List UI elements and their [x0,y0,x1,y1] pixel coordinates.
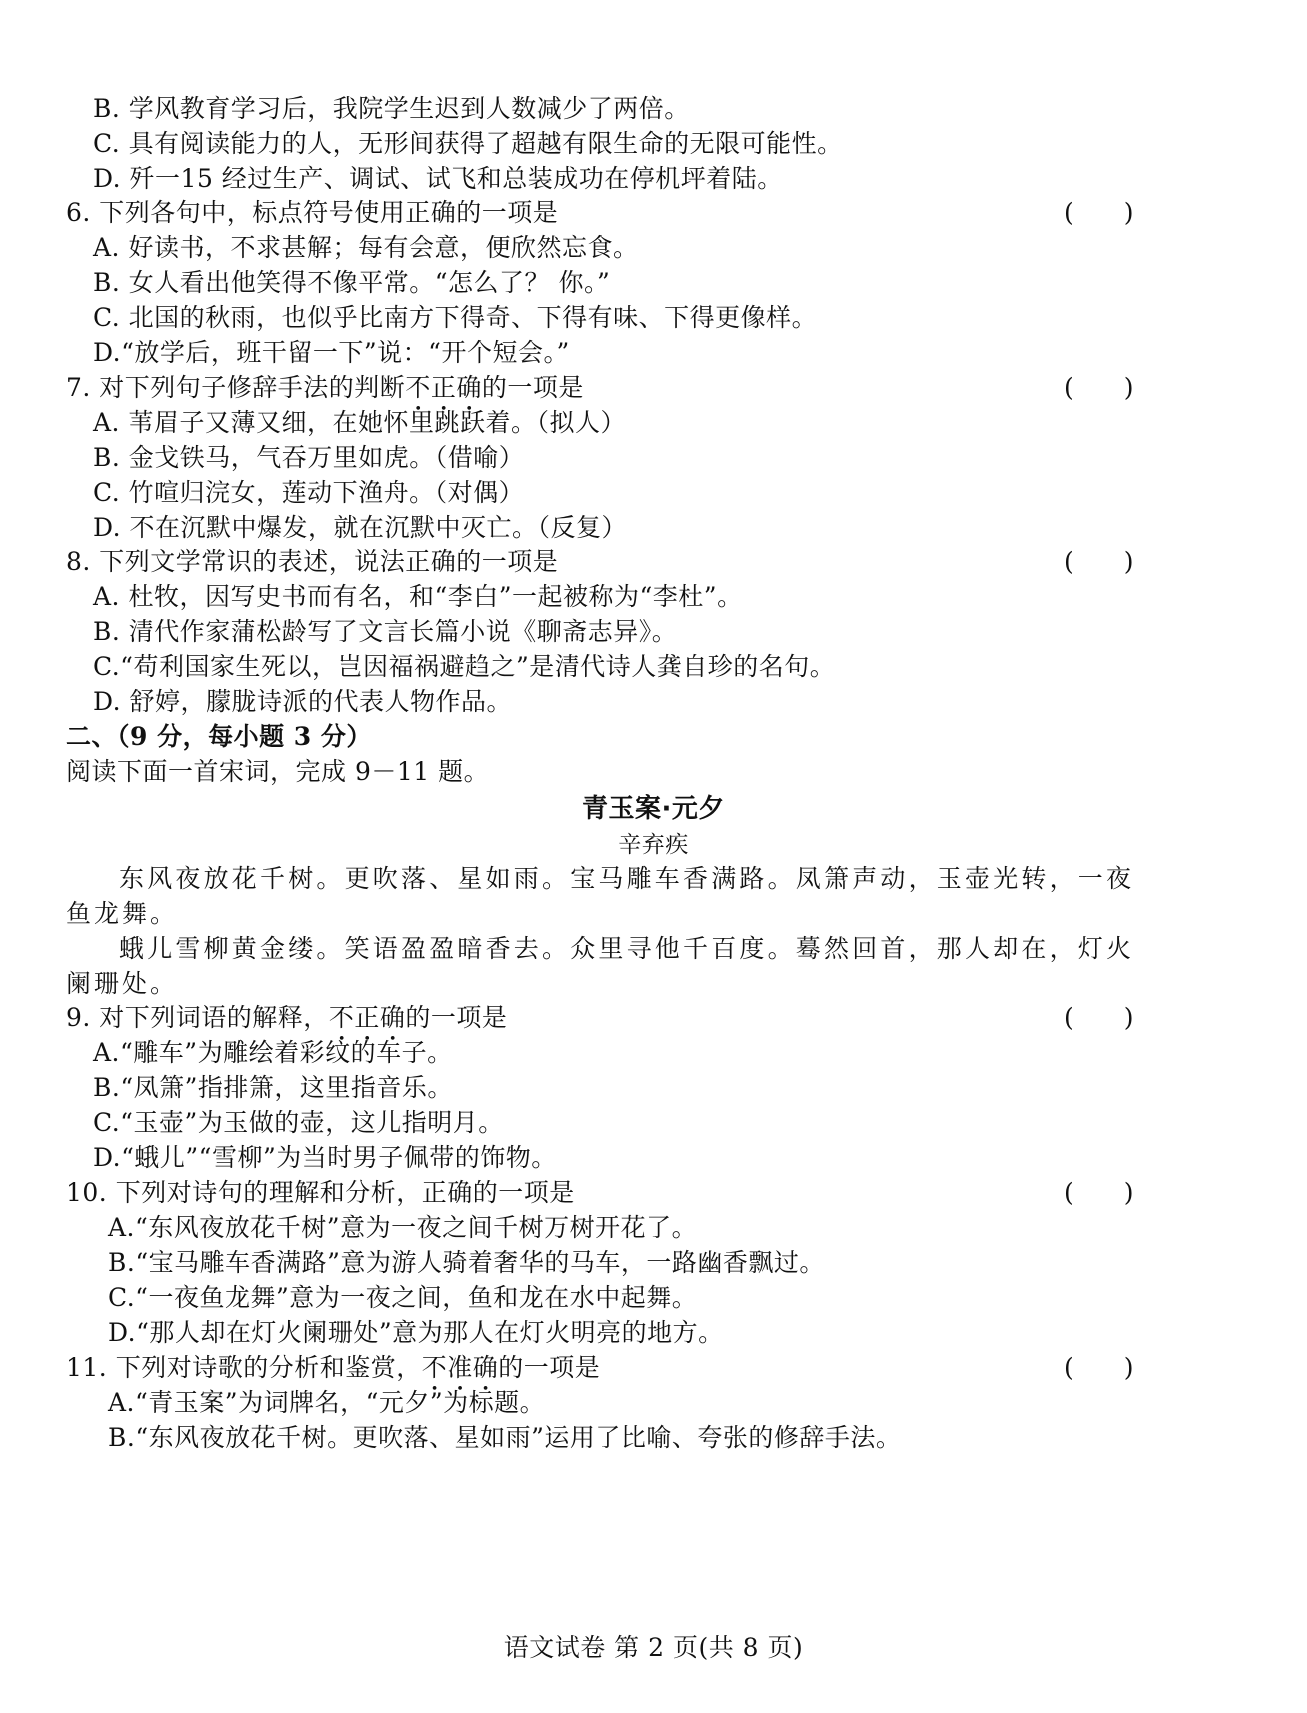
poem-stanza-1-line-2: 鱼龙舞。 [66,899,179,928]
option-7c: C. 竹喧归浣女，莲动下渔舟。（对偶） [93,478,525,507]
emphasis-not-correct: 不正确 [405,373,482,402]
option-9b: B.“凤箫”指排箫，这里指音乐。 [93,1073,453,1102]
option-11b: B.“东风夜放花千树。更吹落、星如雨”运用了比喻、夸张的修辞手法。 [108,1423,902,1452]
option-8d: D. 舒婷，朦胧诗派的代表人物作品。 [93,687,513,716]
option-6c: C. 北国的秋雨，也似乎比南方下得奇、下得有味、下得更像样。 [93,303,818,332]
option-7a: A. 苇眉子又薄又细，在她怀里跳跃着。（拟人） [93,408,626,437]
emphasis-not-correct: 不正确 [328,1003,406,1032]
answer-bracket-10: ( ) [1064,1178,1134,1207]
answer-bracket-11: ( ) [1064,1353,1134,1382]
question-7: 7. 对下列句子修辞手法的判断不正确的一项是 [66,373,584,402]
question-9: 9. 对下列词语的解释，不正确的一项是 [66,1003,508,1032]
section-heading-2: 二、（9 分，每小题 3 分） [66,722,372,751]
option-9d: D.“蛾儿”“雪柳”为当时男子佩带的饰物。 [93,1143,557,1172]
question-11: 11. 下列对诗歌的分析和鉴赏，不准确的一项是 [66,1353,601,1382]
answer-bracket-6: ( ) [1064,198,1134,227]
poem-stanza-2-line-1: 蛾儿雪柳黄金缕。笑语盈盈暗香去。众里寻他千百度。蓦然回首，那人却在，灯火 [119,934,1135,963]
option-7d: D. 不在沉默中爆发，就在沉默中灭亡。（反复） [93,513,628,542]
option-10d: D.“那人却在灯火阑珊处”意为那人在灯火明亮的地方。 [108,1318,724,1347]
answer-bracket-8: ( ) [1064,547,1134,576]
page-footer: 语文试卷 第 2 页(共 8 页) [503,1633,804,1662]
question-10: 10. 下列对诗句的理解和分析，正确的一项是 [66,1178,575,1207]
answer-bracket-9: ( ) [1064,1003,1134,1032]
option-5d: D. 歼一15 经过生产、调试、试飞和总装成功在停机坪着陆。 [93,164,783,193]
reading-instruction: 阅读下面一首宋词，完成 9－11 题。 [66,757,490,786]
option-8b: B. 清代作家蒲松龄写了文言长篇小说《聊斋志异》。 [93,617,678,646]
question-8: 8. 下列文学常识的表述，说法正确的一项是 [66,547,559,576]
option-10a: A.“东风夜放花千树”意为一夜之间千树万树开花了。 [108,1213,698,1242]
option-6d: D.“放学后，班干留一下”说：“开个短会。” [93,338,570,367]
option-6a: A. 好读书，不求甚解；每有会意，便欣然忘食。 [93,233,639,262]
option-5c: C. 具有阅读能力的人，无形间获得了超越有限生命的无限可能性。 [93,129,843,158]
option-9c: C.“玉壶”为玉做的壶，这儿指明月。 [93,1108,504,1137]
poem-stanza-1-line-1: 东风夜放花千树。更吹落、星如雨。宝马雕车香满路。凤箫声动，玉壶光转，一夜 [119,864,1135,893]
question-6: 6. 下列各句中，标点符号使用正确的一项是 [66,198,559,227]
option-8a: A. 杜牧，因写史书而有名，和“李白”一起被称为“李杜”。 [93,582,743,611]
answer-bracket-7: ( ) [1064,373,1134,402]
poem-author: 辛弃疾 [618,832,689,858]
option-8c: C.“苟利国家生死以，岂因福祸避趋之”是清代诗人龚自珍的名句。 [93,652,836,681]
option-11a: A.“青玉案”为词牌名，“元夕”为标题。 [108,1388,546,1417]
option-10c: C.“一夜鱼龙舞”意为一夜之间，鱼和龙在水中起舞。 [108,1283,698,1312]
option-5b: B. 学风教育学习后，我院学生迟到人数减少了两倍。 [93,94,690,123]
option-6b: B. 女人看出他笑得不像平常。“怎么了？ 你。” [93,268,611,297]
emphasis-not-accurate: 不准确 [421,1353,499,1382]
option-9a: A.“雕车”为雕绘着彩纹的车子。 [93,1038,453,1067]
option-10b: B.“宝马雕车香满路”意为游人骑着奢华的马车，一路幽香飘过。 [108,1248,825,1277]
poem-stanza-2-line-2: 阑珊处。 [66,969,179,998]
option-7b: B. 金戈铁马，气吞万里如虎。（借喻） [93,443,525,472]
poem-title: 青玉案·元夕 [582,794,725,824]
